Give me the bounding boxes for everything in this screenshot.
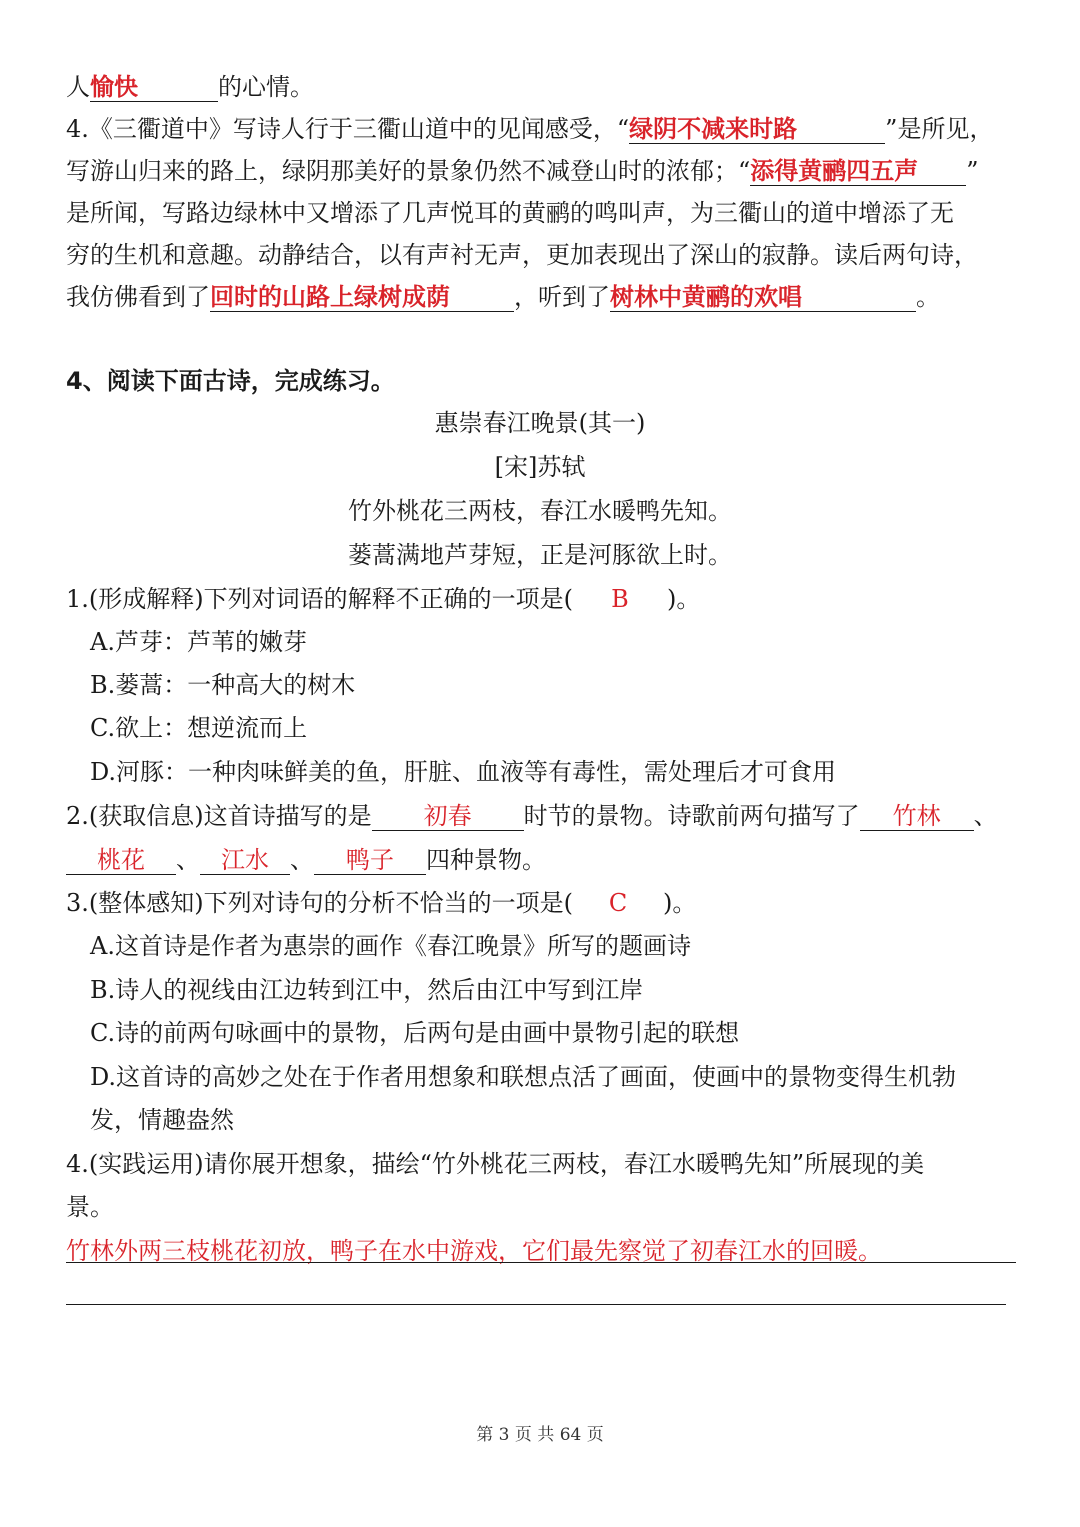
text-run: 3.(整体感知)下列对诗句的分析不恰当的一项是( <box>66 889 573 917</box>
answer-blank <box>860 802 974 831</box>
text-run: 人 <box>66 73 90 101</box>
option-item-continuation: 发，情趣盎然 <box>90 1106 234 1134</box>
answer-text: 回时的山路上绿树成荫 <box>210 283 450 311</box>
answer-text: 鸭子 <box>346 846 394 874</box>
answer-text: 初春 <box>423 802 472 830</box>
answer-blank <box>90 73 218 102</box>
poem-author: [宋]苏轼 <box>494 453 586 481</box>
text-run: ”是所见， <box>885 115 994 143</box>
question-1-stem <box>66 584 1018 614</box>
answer-blank <box>210 283 514 312</box>
option-item: B.诗人的视线由江边转到江中，然后由江中写到江岸 <box>90 976 644 1004</box>
answer-blank <box>314 846 426 875</box>
option-item: C.欲上：想逆流而上 <box>90 714 308 742</box>
question-2-line <box>66 801 1018 831</box>
option-item: A.这首诗是作者为惠崇的画作《春江晚景》所写的题画诗 <box>90 932 691 960</box>
text-run: 写游山归来的路上，绿阴那美好的景象仍然不减登山时的浓郁；“ <box>66 157 751 185</box>
poem-title: 惠崇春江晚景(其一) <box>434 409 646 437</box>
poem-line: 蒌蒿满地芦芽短，正是河豚欲上时。 <box>348 541 732 569</box>
question-2-line <box>66 845 1018 875</box>
text-run: 、 <box>290 846 314 874</box>
text-run: 我仿佛看到了 <box>66 283 210 311</box>
option-item: A.芦芽：芦苇的嫩芽 <box>90 628 307 656</box>
text-run: )。 <box>667 585 701 613</box>
option-item: D.这首诗的高妙之处在于作者用想象和联想点活了画面，使画中的景物变得生机勃 <box>90 1063 957 1091</box>
text-run: 、 <box>973 802 998 830</box>
answer-blank <box>372 802 524 831</box>
text-run: 1.(形成解释)下列对词语的解释不正确的一项是( <box>66 585 573 613</box>
text-line <box>66 114 1018 144</box>
answer-text: 愉快 <box>90 73 138 101</box>
text-run: 。 <box>916 283 940 311</box>
answer-blank <box>66 846 176 875</box>
question-3-stem <box>66 888 1018 918</box>
answer-line <box>66 1304 1006 1305</box>
question-4-answer: 竹林外两三枝桃花初放，鸭子在水中游戏，它们最先察觉了初春江水的回暖。 <box>66 1237 882 1265</box>
question-4-stem: 4.(实践运用)请你展开想象，描绘“竹外桃花三两枝，春江水暖鸭先知”所展现的美 <box>66 1150 925 1178</box>
answer-line <box>66 1262 1016 1263</box>
poem-line: 竹外桃花三两枝，春江水暖鸭先知。 <box>348 497 732 525</box>
text-line: 穷的生机和意趣。动静结合，以有声衬无声，更加表现出了深山的寂静。读后两句诗， <box>66 241 978 269</box>
question-4-stem-cont: 景。 <box>66 1193 114 1221</box>
text-run: ，听到了 <box>514 283 610 311</box>
option-item: B.蒌蒿：一种高大的树木 <box>90 671 356 699</box>
answer-text: 竹林 <box>892 802 941 830</box>
text-run: ” <box>966 157 979 185</box>
answer-choice: C <box>608 889 628 917</box>
text-run: 4.《三衢道中》写诗人行于三衢山道中的见闻感受，“ <box>66 115 630 143</box>
answer-blank <box>750 157 966 186</box>
text-line: 是所闻，写路边绿林中又增添了几声悦耳的黄鹂的鸣叫声，为三衢山的道中增添了无 <box>66 199 954 227</box>
text-run: 的心情。 <box>218 73 314 101</box>
section-heading: 4、阅读下面古诗，完成练习。 <box>66 367 395 395</box>
text-line <box>66 156 1018 186</box>
text-line <box>66 72 1018 102</box>
page-number: 第 3 页 共 64 页 <box>476 1425 604 1445</box>
text-run: 、 <box>176 846 200 874</box>
text-run: 2.(获取信息)这首诗描写的是 <box>66 802 372 830</box>
text-run: )。 <box>663 889 697 917</box>
answer-text: 添得黄鹂四五声 <box>750 157 919 185</box>
answer-text: 桃花 <box>97 846 145 874</box>
answer-text: 绿阴不减来时路 <box>629 115 798 143</box>
answer-blank <box>610 283 916 312</box>
text-line <box>66 282 1018 312</box>
answer-blank <box>200 846 290 875</box>
text-run: 时节的景物。诗歌前两句描写了 <box>523 802 860 830</box>
option-item: C.诗的前两句咏画中的景物，后两句是由画中景物引起的联想 <box>90 1019 740 1047</box>
option-item: D.河豚：一种肉味鲜美的鱼，肝脏、血液等有毒性，需处理后才可食用 <box>90 758 837 786</box>
answer-text: 树林中黄鹂的欢唱 <box>610 283 802 311</box>
answer-choice: B <box>611 585 629 613</box>
answer-blank <box>629 115 885 144</box>
text-run: 四种景物。 <box>426 846 546 874</box>
answer-text: 江水 <box>221 846 269 874</box>
